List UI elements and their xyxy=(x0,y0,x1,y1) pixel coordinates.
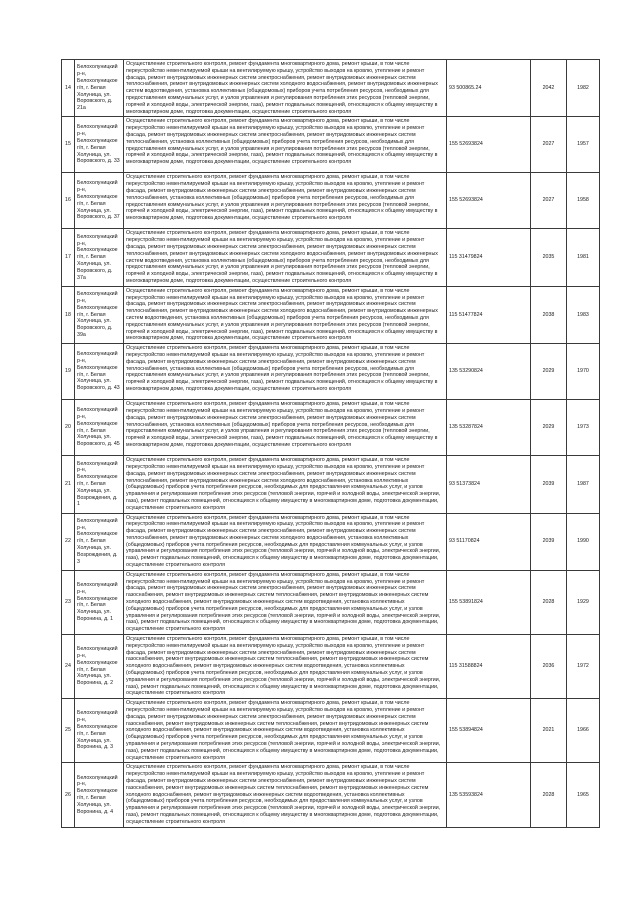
table-row xyxy=(62,635,600,699)
planned-year-cell: 2027 xyxy=(531,173,567,229)
address-cell: Белохолуницкий р-н, Белохолуницкое г/п, г. Белая Холуница, ул. Воронина, д. 4 xyxy=(75,763,124,827)
table-row xyxy=(62,456,600,513)
address-cell: Белохолуницкий р-н, Белохолуницкое г/п, г. Белая Холуница, ул. Воронина, д. 2 xyxy=(75,635,124,699)
works-cell: Осуществление строительного контроля, ремонт фундамента многоквартирного дома, ремонт крыши, в том числе переустройство невентилируемой крыши на вентилируемую крышу, устройство выходов на кровлю, утепление и ремонт фасада, ремонт внутридомовых инженерных систем электроснабжения, ремонт внутридомовых инженерных систем теплоснабжения, установка коллективных (общедомовых) приборов учета потребления ресурсов, необходимых для предоставления коммунальных услуг, и узлов управления и регулирования потребления этих ресурсов (тепловой энергии, горячей и холодной воды, электрической энергии, газа), ремонт подвальных помещений, относящихся к общему имуществу в многоквартирном доме, подготовка документации, осуществление строительного контроля xyxy=(124,117,447,173)
row-number-cell: 17 xyxy=(62,229,75,286)
cost-cell: 135 53593824 xyxy=(447,763,531,827)
table-row xyxy=(62,400,600,456)
cost-cell: 155 53894824 xyxy=(447,699,531,763)
build-year-cell: 1958 xyxy=(567,173,600,229)
cost-cell: 93 51373824 xyxy=(447,456,531,513)
address-cell: Белохолуницкий р-н, Белохолуницкое г/п, г. Белая Холуница, ул. Воровского, д. 45 xyxy=(75,400,124,456)
build-year-cell: 1970 xyxy=(567,344,600,400)
build-year-cell: 1987 xyxy=(567,456,600,513)
build-year-cell: 1972 xyxy=(567,635,600,699)
works-cell: Осуществление строительного контроля, ремонт фундамента многоквартирного дома, ремонт крыши, в том числе переустройство невентилируемой крыши на вентилируемую крышу, устройство выходов на кровлю, утепление и ремонт фасада, ремонт внутридомовых инженерных систем электроснабжения, ремонт внутридомовых инженерных систем теплоснабжения, ремонт внутридомовых инженерных систем холодного водоснабжения, установка коллективных (общедомовых) приборов учета потребления ресурсов, необходимых для предоставления коммунальных услуг, и узлов управления и регулирования потребления этих ресурсов (тепловой энергии, горячей и холодной воды, электрической энергии, газа), ремонт подвальных помещений, относящихся к общему имуществу в многоквартирном доме, подготовка документации, осуществление строительного контроля xyxy=(124,456,447,513)
table-row xyxy=(62,286,600,343)
build-year-cell: 1929 xyxy=(567,570,600,634)
repair-program-table xyxy=(61,59,600,828)
row-number-cell: 26 xyxy=(62,763,75,827)
build-year-cell: 1981 xyxy=(567,229,600,286)
planned-year-cell: 2029 xyxy=(531,400,567,456)
cost-cell: 115 31588824 xyxy=(447,635,531,699)
address-cell: Белохолуницкий р-н, Белохолуницкое г/п, г. Белая Холуница, ул. Воровского, д. 37а xyxy=(75,229,124,286)
table-row xyxy=(62,699,600,763)
address-cell: Белохолуницкий р-н, Белохолуницкое г/п, г. Белая Холуница, ул. Возрождения, д. 1 xyxy=(75,456,124,513)
works-cell: Осуществление строительного контроля, ремонт фундамента многоквартирного дома, ремонт крыши, в том числе переустройство невентилируемой крыши на вентилируемую крышу, устройство выходов на кровлю, утепление и ремонт фасада, ремонт внутридомовых инженерных систем электроснабжения, ремонт внутридомовых инженерных систем теплоснабжения, ремонт внутридомовых инженерных систем холодного водоснабжения, установка коллективных (общедомовых) приборов учета потребления ресурсов, необходимых для предоставления коммунальных услуг, и узлов управления и регулирования потребления этих ресурсов (тепловой энергии, горячей и холодной воды, электрической энергии, газа), ремонт подвальных помещений, относящихся к общему имуществу в многоквартирном доме, подготовка документации, осуществление строительного контроля xyxy=(124,513,447,570)
table-row xyxy=(62,763,600,827)
planned-year-cell: 2021 xyxy=(531,699,567,763)
works-cell: Осуществление строительного контроля, ремонт фундамента многоквартирного дома, ремонт крыши, в том числе переустройство невентилируемой крыши на вентилируемую крышу, устройство выходов на кровлю, утепление и ремонт фасада, ремонт внутридомовых инженерных систем электроснабжения, ремонт внутридомовых инженерных систем теплоснабжения, установка коллективных (общедомовых) приборов учета потребления ресурсов, необходимых для предоставления коммунальных услуг, и узлов управления и регулирования потребления этих ресурсов (тепловой энергии, горячей и холодной воды, электрической энергии, газа), ремонт подвальных помещений, относящихся к общему имуществу в многоквартирном доме, подготовка документации, осуществление строительного контроля xyxy=(124,173,447,229)
address-cell: Белохолуницкий р-н, Белохолуницкое г/п, г. Белая Холуница, ул. Воровского, д. 43 xyxy=(75,344,124,400)
works-cell: Осуществление строительного контроля, ремонт фундамента многоквартирного дома, ремонт крыши, в том числе переустройство невентилируемой крыши на вентилируемую крышу, устройство выходов на кровлю, утепление и ремонт фасада, ремонт внутридомовых инженерных систем электроснабжения, ремонт внутридомовых инженерных систем газоснабжения, ремонт внутридомовых инженерных систем теплоснабжения, ремонт внутридомовых инженерных систем холодного водоснабжения, ремонт внутридомовых инженерных систем водоотведения, установка коллективных (общедомовых) приборов учета потребления ресурсов, необходимых для предоставления коммунальных услуг, и узлов управления и регулирования потребления этих ресурсов (тепловой энергии, горячей и холодной воды, электрической энергии, газа), ремонт подвальных помещений, относящихся к общему имуществу в многоквартирном доме, подготовка документации, осуществление строительного контроля xyxy=(124,635,447,699)
works-cell: Осуществление строительного контроля, ремонт фундамента многоквартирного дома, ремонт крыши, в том числе переустройство невентилируемой крыши на вентилируемую крышу, устройство выходов на кровлю, утепление и ремонт фасада, ремонт внутридомовых инженерных систем электроснабжения, ремонт внутридомовых инженерных систем теплоснабжения, установка коллективных (общедомовых) приборов учета потребления ресурсов, необходимых для предоставления коммунальных услуг, и узлов управления и регулирования потребления этих ресурсов (тепловой энергии, горячей и холодной воды, электрической энергии, газа), ремонт подвальных помещений, относящихся к общему имуществу в многоквартирном доме, подготовка документации, осуществление строительного контроля xyxy=(124,400,447,456)
planned-year-cell: 2039 xyxy=(531,513,567,570)
address-cell: Белохолуницкий р-н, Белохолуницкое г/п, г. Белая Холуница, ул. Воронина, д. 1 xyxy=(75,570,124,634)
build-year-cell: 1983 xyxy=(567,286,600,343)
works-cell: Осуществление строительного контроля, ремонт фундамента многоквартирного дома, ремонт крыши, в том числе переустройство невентилируемой крыши на вентилируемую крышу, устройство выходов на кровлю, утепление и ремонт фасада, ремонт внутридомовых инженерных систем электроснабжения, ремонт внутридомовых инженерных систем теплоснабжения, ремонт внутридомовых инженерных систем холодного водоснабжения, ремонт внутридомовых инженерных систем водоотведения, установка коллективных (общедомовых) приборов учета потребления ресурсов, необходимых для предоставления коммунальных услуг, и узлов управления и регулирования потребления этих ресурсов (тепловой энергии, горячей и холодной воды, электрической энергии, газа), ремонт подвальных помещений, относящихся к общему имуществу в многоквартирном доме, подготовка документации, осуществление строительного контроля xyxy=(124,229,447,286)
cost-cell: 93 51170824 xyxy=(447,513,531,570)
works-cell: Осуществление строительного контроля, ремонт фундамента многоквартирного дома, ремонт крыши, в том числе переустройство невентилируемой крыши на вентилируемую крышу, устройство выходов на кровлю, утепление и ремонт фасада, ремонт внутридомовых инженерных систем электроснабжения, ремонт внутридомовых инженерных систем теплоснабжения, ремонт внутридомовых инженерных систем холодного водоснабжения, ремонт внутридомовых инженерных систем водоотведения, установка коллективных (общедомовых) приборов учета потребления ресурсов, необходимых для предоставления коммунальных услуг, и узлов управления и регулирования потребления этих ресурсов (тепловой энергии, горячей и холодной воды, электрической энергии, газа), ремонт подвальных помещений, относящихся к общему имуществу в многоквартирном доме, подготовка документации, осуществление строительного контроля xyxy=(124,60,447,117)
cost-cell: 155 52693824 xyxy=(447,117,531,173)
row-number-cell: 25 xyxy=(62,699,75,763)
cost-cell: 93 500865.24 xyxy=(447,60,531,117)
address-cell: Белохолуницкий р-н, Белохолуницкое г/п, г. Белая Холуница, ул. Возрождения, д. 3 xyxy=(75,513,124,570)
row-number-cell: 16 xyxy=(62,173,75,229)
address-cell: Белохолуницкий р-н, Белохолуницкое г/п, г. Белая Холуница, ул. Воровского, д. 21а xyxy=(75,60,124,117)
planned-year-cell: 2042 xyxy=(531,60,567,117)
row-number-cell: 23 xyxy=(62,570,75,634)
row-number-cell: 19 xyxy=(62,344,75,400)
works-cell: Осуществление строительного контроля, ремонт фундамента многоквартирного дома, ремонт крыши, в том числе переустройство невентилируемой крыши на вентилируемую крышу, устройство выходов на кровлю, утепление и ремонт фасада, ремонт внутридомовых инженерных систем электроснабжения, ремонт внутридомовых инженерных систем газоснабжения, ремонт внутридомовых инженерных систем теплоснабжения, ремонт внутридомовых инженерных систем холодного водоснабжения, ремонт внутридомовых инженерных систем водоотведения, установка коллективных (общедомовых) приборов учета потребления ресурсов, необходимых для предоставления коммунальных услуг, и узлов управления и регулирования потребления этих ресурсов (тепловой энергии, горячей и холодной воды, электрической энергии, газа), ремонт подвальных помещений, относящихся к общему имуществу в многоквартирном доме, подготовка документации, осуществление строительного контроля xyxy=(124,699,447,763)
planned-year-cell: 2028 xyxy=(531,763,567,827)
table-row xyxy=(62,60,600,117)
cost-cell: 115 51477824 xyxy=(447,286,531,343)
row-number-cell: 24 xyxy=(62,635,75,699)
table-row xyxy=(62,173,600,229)
row-number-cell: 22 xyxy=(62,513,75,570)
table-row xyxy=(62,117,600,173)
works-cell: Осуществление строительного контроля, ремонт фундамента многоквартирного дома, ремонт крыши, в том числе переустройство невентилируемой крыши на вентилируемую крышу, устройство выходов на кровлю, утепление и ремонт фасада, ремонт внутридомовых инженерных систем электроснабжения, ремонт внутридомовых инженерных систем газоснабжения, ремонт внутридомовых инженерных систем теплоснабжения, ремонт внутридомовых инженерных систем холодного водоснабжения, ремонт внутридомовых инженерных систем водоотведения, установка коллективных (общедомовых) приборов учета потребления ресурсов, необходимых для предоставления коммунальных услуг, и узлов управления и регулирования потребления этих ресурсов (тепловой энергии, горячей и холодной воды, электрической энергии, газа), ремонт подвальных помещений, относящихся к общему имуществу в многоквартирном доме, подготовка документации, осуществление строительного контроля xyxy=(124,570,447,634)
cost-cell: 135 53287824 xyxy=(447,400,531,456)
build-year-cell: 1957 xyxy=(567,117,600,173)
address-cell: Белохолуницкий р-н, Белохолуницкое г/п, г. Белая Холуница, ул. Воровского, д. 37 xyxy=(75,173,124,229)
works-cell: Осуществление строительного контроля, ремонт фундамента многоквартирного дома, ремонт крыши, в том числе переустройство невентилируемой крыши на вентилируемую крышу, устройство выходов на кровлю, утепление и ремонт фасада, ремонт внутридомовых инженерных систем электроснабжения, ремонт внутридомовых инженерных систем теплоснабжения, установка коллективных (общедомовых) приборов учета потребления ресурсов, необходимых для предоставления коммунальных услуг, и узлов управления и регулирования потребления этих ресурсов (тепловой энергии, горячей и холодной воды, электрической энергии, газа), ремонт подвальных помещений, относящихся к общему имуществу в многоквартирном доме, подготовка документации, осуществление строительного контроля xyxy=(124,344,447,400)
works-cell: Осуществление строительного контроля, ремонт фундамента многоквартирного дома, ремонт крыши, в том числе переустройство невентилируемой крыши на вентилируемую крышу, устройство выходов на кровлю, утепление и ремонт фасада, ремонт внутридомовых инженерных систем электроснабжения, ремонт внутридомовых инженерных систем теплоснабжения, ремонт внутридомовых инженерных систем холодного водоснабжения, ремонт внутридомовых инженерных систем водоотведения, установка коллективных (общедомовых) приборов учета потребления ресурсов, необходимых для предоставления коммунальных услуг, и узлов управления и регулирования потребления этих ресурсов (тепловой энергии, горячей и холодной воды, электрической энергии, газа), ремонт подвальных помещений, относящихся к общему имуществу в многоквартирном доме, подготовка документации, осуществление строительного контроля xyxy=(124,286,447,343)
address-cell: Белохолуницкий р-н, Белохолуницкое г/п, г. Белая Холуница, ул. Воровского, д. 39а xyxy=(75,286,124,343)
planned-year-cell: 2038 xyxy=(531,286,567,343)
planned-year-cell: 2029 xyxy=(531,344,567,400)
row-number-cell: 21 xyxy=(62,456,75,513)
cost-cell: 155 52693824 xyxy=(447,173,531,229)
build-year-cell: 1966 xyxy=(567,699,600,763)
row-number-cell: 15 xyxy=(62,117,75,173)
planned-year-cell: 2036 xyxy=(531,635,567,699)
planned-year-cell: 2028 xyxy=(531,570,567,634)
build-year-cell: 1990 xyxy=(567,513,600,570)
cost-cell: 155 53891824 xyxy=(447,570,531,634)
build-year-cell: 1965 xyxy=(567,763,600,827)
table-row xyxy=(62,513,600,570)
row-number-cell: 18 xyxy=(62,286,75,343)
cost-cell: 135 53290824 xyxy=(447,344,531,400)
cost-cell: 115 31479824 xyxy=(447,229,531,286)
build-year-cell: 1973 xyxy=(567,400,600,456)
row-number-cell: 20 xyxy=(62,400,75,456)
address-cell: Белохолуницкий р-н, Белохолуницкое г/п, г. Белая Холуница, ул. Воронина, д. 3 xyxy=(75,699,124,763)
planned-year-cell: 2027 xyxy=(531,117,567,173)
planned-year-cell: 2039 xyxy=(531,456,567,513)
works-cell: Осуществление строительного контроля, ремонт фундамента многоквартирного дома, ремонт крыши, в том числе переустройство невентилируемой крыши на вентилируемую крышу, устройство выходов на кровлю, утепление и ремонт фасада, ремонт внутридомовых инженерных систем электроснабжения, ремонт внутридомовых инженерных систем газоснабжения, ремонт внутридомовых инженерных систем теплоснабжения, ремонт внутридомовых инженерных систем холодного водоснабжения, ремонт внутридомовых инженерных систем водоотведения, установка коллективных (общедомовых) приборов учета потребления ресурсов, необходимых для предоставления коммунальных услуг, и узлов управления и регулирования потребления этих ресурсов (тепловой энергии, горячей и холодной воды, электрической энергии, газа), ремонт подвальных помещений, относящихся к общему имуществу в многоквартирном доме, подготовка документации, осуществление строительного контроля xyxy=(124,763,447,827)
table-row xyxy=(62,229,600,286)
table-row xyxy=(62,344,600,400)
planned-year-cell: 2035 xyxy=(531,229,567,286)
address-cell: Белохолуницкий р-н, Белохолуницкое г/п, г. Белая Холуница, ул. Воровского, д. 33 xyxy=(75,117,124,173)
table-row xyxy=(62,570,600,634)
table-body xyxy=(62,60,600,828)
row-number-cell: 14 xyxy=(62,60,75,117)
build-year-cell: 1982 xyxy=(567,60,600,117)
